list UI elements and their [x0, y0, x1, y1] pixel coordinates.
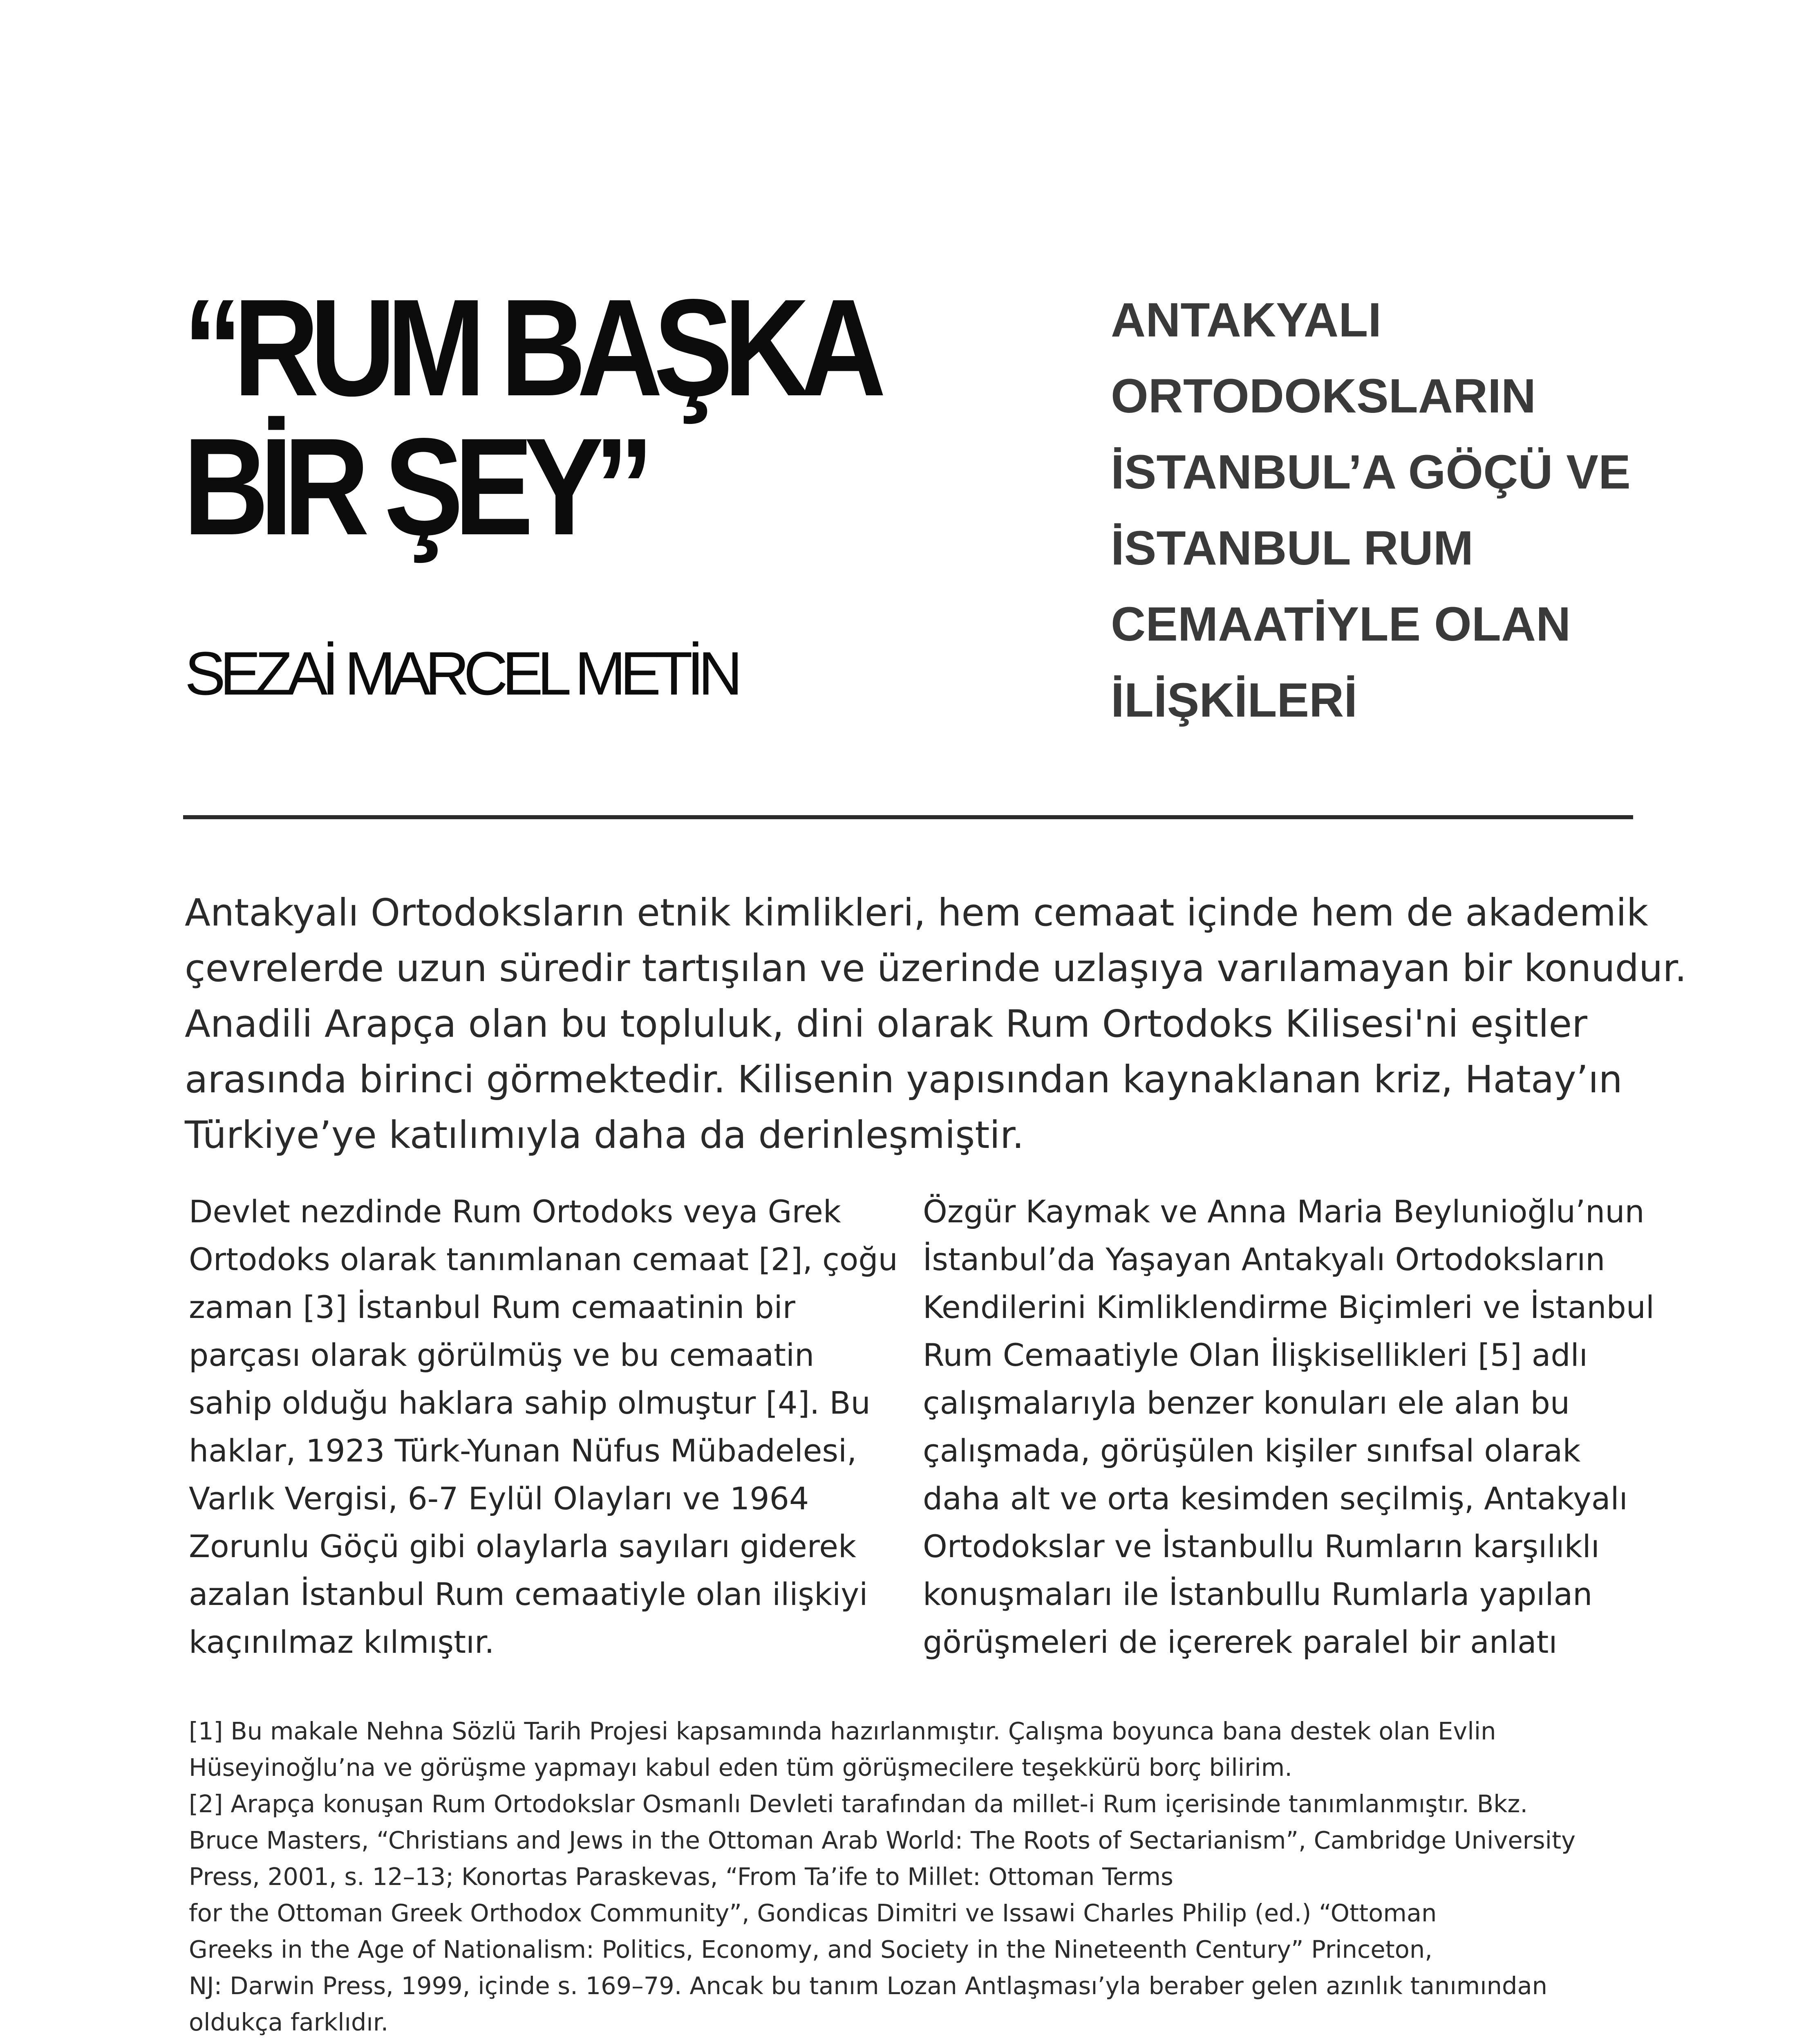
lead-line: arasında birinci görmektedir. Kilisenin yapısından kaynaklanan kriz, Hatay’ın: [185, 1058, 1622, 1101]
subtitle-line: İSTANBUL RUM: [1111, 521, 1474, 575]
body-line: haklar, 1923 Türk-Yunan Nüfus Mübadelesi,: [189, 1432, 857, 1469]
subtitle-line: İLİŞKİLERİ: [1111, 673, 1358, 727]
body-line: Zorunlu Göçü gibi olaylarla sayıları giderek: [189, 1528, 857, 1564]
body-line: zaman [3] İstanbul Rum cemaatinin bir: [189, 1289, 796, 1325]
footnote-line: Greeks in the Age of Nationalism: Politics, Economy, and Society in the Nineteenth Century” Princeton,: [189, 1935, 1432, 1963]
article-subtitle: [1111, 282, 1683, 738]
body-line: Varlık Vergisi, 6-7 Eylül Olayları ve 1964: [189, 1480, 809, 1517]
body-line: konuşmaları ile İstanbullu Rumlarla yapılan: [923, 1576, 1593, 1612]
footnote-line: [1] Bu makale Nehna Sözlü Tarih Projesi kapsamında hazırlanmıştır. Çalışma boyunca bana destek olan Evlin: [189, 1717, 1496, 1745]
lead-line: çevrelerde uzun süredir tartışılan ve üzerinde uzlaşıya varılamayan bir konudur.: [185, 946, 1687, 990]
footnote-line: Bruce Masters, “Christians and Jews in the Ottoman Arab World: The Roots of Sectarianism”, Cambridge University: [189, 1826, 1576, 1854]
body-line: parçası olarak görülmüş ve bu cemaatin: [189, 1337, 815, 1373]
footnotes: [189, 1713, 1636, 2044]
body-line: Rum Cemaatiyle Olan İlişkisellikleri [5] adlı: [923, 1337, 1588, 1373]
body-line: kaçınılmaz kılmıştır.: [189, 1624, 495, 1660]
body-line: Ortodokslar ve İstanbullu Rumların karşılıklı: [923, 1528, 1600, 1564]
body-column-right: [923, 1188, 1655, 1666]
article-title-line: BİR ŞEY”: [183, 409, 645, 564]
footnote-line: oldukça farklıdır.: [189, 2008, 389, 2036]
subtitle-line: İSTANBUL’A GÖÇÜ VE: [1111, 445, 1631, 499]
lead-line: Antakyalı Ortodoksların etnik kimlikleri, hem cemaat içinde hem de akademik: [185, 891, 1648, 935]
footnote-line: [189, 2040, 1636, 2044]
subtitle-line: ORTODOKSLARIN: [1111, 369, 1536, 423]
article-title: [183, 270, 949, 564]
body-column-left: [189, 1188, 908, 1666]
article-title-line: “RUM BAŞKA: [183, 270, 877, 425]
subtitle-line: CEMAATİYLE OLAN: [1111, 597, 1571, 651]
lead-line: Türkiye’ye katılımıyla daha da derinleşmiştir.: [185, 1113, 1024, 1157]
subtitle-line: ANTAKYALI: [1111, 293, 1382, 347]
lead-line: Anadili Arapça olan bu topluluk, dini olarak Rum Ortodoks Kilisesi'ni eşitler: [185, 1002, 1587, 1046]
header-divider: [183, 815, 1633, 819]
footnote-line: for the Ottoman Greek Orthodox Community”, Gondicas Dimitri ve Issawi Charles Philip (ed.) “Ottoman: [189, 1899, 1437, 1927]
footnote-line: Hüseyinoğlu’na ve görüşme yapmayı kabul eden tüm görüşmecilere teşekkürü borç bilirim.: [189, 1753, 1292, 1782]
author-name: SEZAİ MARCEL METİN: [185, 639, 737, 708]
body-line: görüşmeleri de içererek paralel bir anlatı: [923, 1624, 1558, 1660]
body-line: Devlet nezdinde Rum Ortodoks veya Grek: [189, 1193, 841, 1230]
body-line: sahip olduğu haklara sahip olmuştur [4]. Bu: [189, 1385, 871, 1421]
lead-paragraph: [185, 885, 1687, 1163]
footnote-line: Press, 2001, s. 12–13; Konortas Paraskevas, “From Ta’ife to Millet: Ottoman Terms: [189, 1862, 1173, 1891]
body-line: çalışmada, görüşülen kişiler sınıfsal olarak: [923, 1432, 1581, 1469]
footnote-line: NJ: Darwin Press, 1999, içinde s. 169–79. Ancak bu tanım Lozan Antlaşması’yla beraber gelen azınlık tanımından: [189, 1972, 1548, 2000]
body-line: Ortodoks olarak tanımlanan cemaat [2], çoğu: [189, 1241, 898, 1278]
body-line: azalan İstanbul Rum cemaatiyle olan ilişkiyi: [189, 1576, 868, 1612]
body-line: İstanbul’da Yaşayan Antakyalı Ortodoksların: [923, 1241, 1605, 1278]
footnote-line: [2] Arapça konuşan Rum Ortodokslar Osmanlı Devleti tarafından da millet-i Rum içerisinde tanımlanmıştır. Bkz.: [189, 1790, 1528, 1818]
body-line: Özgür Kaymak ve Anna Maria Beylunioğlu’nun: [923, 1193, 1645, 1230]
body-line: çalışmalarıyla benzer konuları ele alan bu: [923, 1385, 1570, 1421]
body-line: daha alt ve orta kesimden seçilmiş, Antakyalı: [923, 1480, 1628, 1517]
body-line: Kendilerini Kimliklendirme Biçimleri ve İstanbul: [923, 1289, 1655, 1325]
